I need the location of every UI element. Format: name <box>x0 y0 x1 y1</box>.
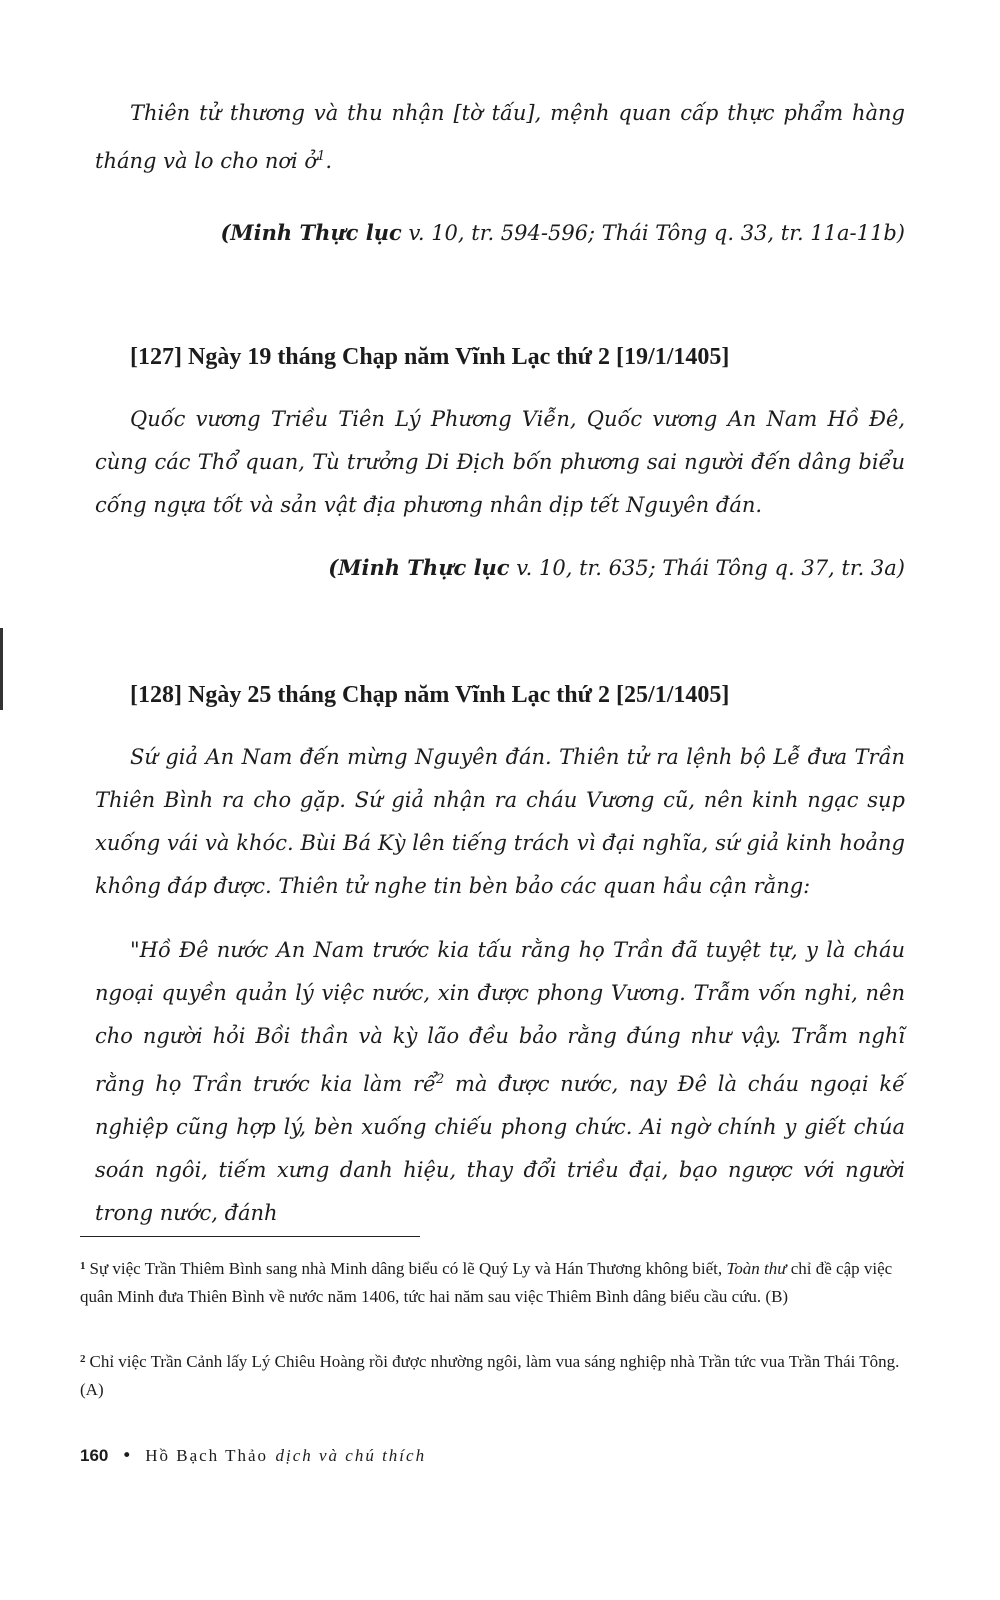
paragraph-continuation <box>95 92 905 183</box>
scan-edge-mark <box>0 628 3 710</box>
citation-1 <box>220 218 905 248</box>
footnote-italic-title: Toàn thư <box>726 1259 787 1278</box>
citation-127 <box>328 553 905 583</box>
footnote-text-continued: chỉ đề cập việc quân Minh đưa Thiên Bình về nước năm 1406, tức hai năm sau việc Thiêm Bình dâng biểu cầu cứu. (B) <box>80 1259 893 1306</box>
footnote-divider <box>80 1236 420 1237</box>
citation-source: (Minh Thực lục <box>328 555 510 580</box>
footer-author: Hồ Bạch Thảo <box>145 1446 269 1465</box>
page-number: 160 <box>80 1446 109 1465</box>
citation-detail: v. 10, tr. 594-596; Thái Tông q. 33, tr. 11a-11b) <box>401 221 905 245</box>
footnote-ref-2: 2 <box>435 1072 445 1087</box>
footer-description: dịch và chú thích <box>275 1446 427 1465</box>
citation-detail: v. 10, tr. 635; Thái Tông q. 37, tr. 3a) <box>509 556 905 580</box>
footnote-marker: 1 <box>80 1260 86 1272</box>
footnote-2 <box>80 1345 905 1404</box>
footnote-1 <box>80 1252 905 1311</box>
paragraph-127: Quốc vương Triều Tiên Lý Phương Viễn, Quốc vương An Nam Hồ Đê, cùng các Thổ quan, Tù trưởng Di Địch bốn phương sai người đến dâng biểu cống ngựa tốt và sản vật địa phương nhân dịp tết Nguyên đán. <box>95 407 905 517</box>
footer-separator: • <box>121 1446 132 1466</box>
footnote-marker: 2 <box>80 1353 86 1365</box>
footnote-ref-1: 1 <box>317 149 326 164</box>
entry-heading-127: [127] Ngày 19 tháng Chạp năm Vĩnh Lạc thứ 2 [19/1/1405] <box>130 344 730 370</box>
quote-text-continued: mà được nước, nay Đê là cháu ngoại kế nghiệp cũng hợp lý, bèn xuống chiếu phong chức. Ai ngờ chính y giết chúa soán ngôi, tiếm xưng danh hiệu, thay đổi triều đại, bạo ngược với người trong nước, đánh <box>95 1072 905 1225</box>
page-footer <box>80 1441 426 1471</box>
footnote-text: Sự việc Trần Thiêm Bình sang nhà Minh dâng biểu có lẽ Quý Ly và Hán Thương không biết, <box>89 1259 727 1278</box>
entry-heading-128: [128] Ngày 25 tháng Chạp năm Vĩnh Lạc thứ 2 [25/1/1405] <box>130 682 730 708</box>
footnote-text: Chỉ việc Trần Cảnh lấy Lý Chiêu Hoàng rồi được nhường ngôi, làm vua sáng nghiệp nhà Trần tức vua Trần Thái Tông. (A) <box>80 1352 900 1399</box>
paragraph-end: . <box>325 149 332 173</box>
paragraph-128: Sứ giả An Nam đến mừng Nguyên đán. Thiên tử ra lệnh bộ Lễ đưa Trần Thiên Bình ra cho gặp. Sứ giả nhận ra cháu Vương cũ, nên kinh ngạc sụp xuống vái và khóc. Bùi Bá Kỳ lên tiếng trách vì đại nghĩa, sứ giả kinh hoảng không đáp được. Thiên tử nghe tin bèn bảo các quan hầu cận rằng: <box>95 745 905 898</box>
quote-128 <box>95 929 905 1235</box>
quote-text: "Hồ Đê nước An Nam trước kia tấu rằng họ Trần đã tuyệt tự, y là cháu ngoại quyền quản lý việc nước, xin được phong Vương. Trẫm vốn nghi, nên cho người hỏi Bồi thần và kỳ lão đều bảo rằng đúng như vậy. Trẫm nghĩ rằng họ Trần trước kia làm rể <box>95 938 905 1096</box>
paragraph-text: Thiên tử thương và thu nhận [tờ tấu], mệnh quan cấp thực phẩm hàng tháng và lo cho nơi ở <box>95 101 905 173</box>
citation-source: (Minh Thực lục <box>220 220 402 245</box>
